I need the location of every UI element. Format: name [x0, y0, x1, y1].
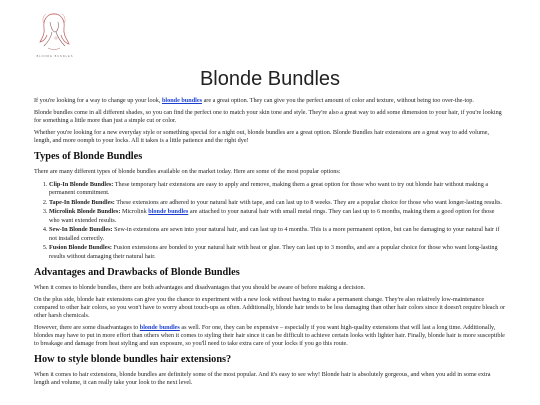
- advantages-paragraph-2: On the plus side, blonde hair extensions can give you the chance to experiment with a new look without having to make a permanent change. They're also relatively low-maintenance compared to other hair colors, so you won't have to worry about touch-ups as often. Additionally, blonde hair tends to be less damaging than other hair colors since it doesn't require bleach or other harsh chemicals.: [34, 295, 506, 319]
- advantages-heading: Advantages and Drawbacks of Blonde Bundles: [34, 266, 240, 278]
- types-intro: There are many different types of blonde bundles available on the market today. Here are some of the most popular options:: [34, 168, 341, 176]
- intro-paragraph-2: Blonde bundles come in all different shades, so you can find the perfect one to match your skin tone and style. They're also a great way to add some dimension to your hair, if you're looking for something a little more than just a simple cut or color.: [34, 109, 502, 125]
- types-list: [34, 181, 506, 261]
- intro-paragraph-1: If you're looking for a way to change up your look, blonde bundles are a great option. They can give you the perfect amount of color and texture, without being too over-the-top.: [34, 97, 474, 104]
- list-item: 5. Fusion Blonde Bundles: Fusion extensions are bonded to your natural hair with heat or glue. They can last up to 3 months, and are a popular choice for those who want long-lasting results without damaging their natural hair.: [49, 244, 506, 260]
- intro-paragraph-3: Whether you're looking for a new everyday style or something special for a night out, blonde bundles are a great option. Blonde Bundles hair extensions are a great way to add volume, length, and more oomph to your locks. All it takes is a little patience and the right dye!: [34, 129, 490, 145]
- style-paragraph-1: When it comes to hair extensions, blonde bundles are definitely some of the most popular. And it's easy to see why! Blonde hair is absolutely gorgeous, and when you add in some extra length and volume, it can really take your look to the next level.: [34, 371, 491, 387]
- style-heading: How to style blonde bundles hair extensions?: [34, 354, 232, 366]
- blonde-bundles-link[interactable]: blonde bundles: [148, 208, 189, 216]
- page-title: Blonde Bundles: [199, 68, 341, 90]
- list-item: 2. Tape-In Blonde Bundles: These extensions are adhered to your natural hair with tape, and can last up to 8 weeks. They are a popular choice for those who want longer-lasting results.: [49, 199, 506, 207]
- list-item: 3. Microlink Blonde Bundles: Microlink blonde bundles are attached to your natural hair with small metal rings. They can last up to 6 months, making them a good option for those who want extended results.: [49, 208, 506, 224]
- logo-caption: BLONDE BUNDLES: [36, 55, 74, 58]
- blonde-bundles-link[interactable]: blonde bundles: [161, 97, 203, 104]
- advantages-paragraph-3: However, there are some disadvantages to blonde bundles as well. For one, they can be expensive – especially if you want high-quality extensions that will last a long time. Additionally, blondes may have to put in more effort than others when it comes to styling their hair since it can be difficult to achieve certain looks with lighter hair. Finally, blonde hair is more susceptible to breakage and damage from heat styling and sun exposure, so you'll need to take extra care of your locks if you go this route.: [34, 323, 505, 348]
- list-item: 4. Sew-In Blonde Bundles: Sew-in extensions are sewn into your natural hair, and can last up to 4 months. This is a more permanent option, but can be damaging to your natural hair if not installed correctly.: [49, 226, 506, 242]
- woman-silhouette-logo-icon[interactable]: [34, 8, 74, 62]
- advantages-paragraph-1: When it comes to blonde bundles, there are both advantages and disadvantages that you should be aware of before making a decision.: [34, 283, 366, 291]
- list-item: 1. Clip-In Blonde Bundles: These temporary hair extensions are easy to apply and remove, making them a great option for those who want to try out blonde hair without making a permanent commitment.: [49, 181, 506, 197]
- article: [34, 64, 506, 391]
- types-heading: Types of Blonde Bundles: [34, 151, 143, 163]
- blonde-bundles-link[interactable]: blonde bundles: [139, 323, 180, 331]
